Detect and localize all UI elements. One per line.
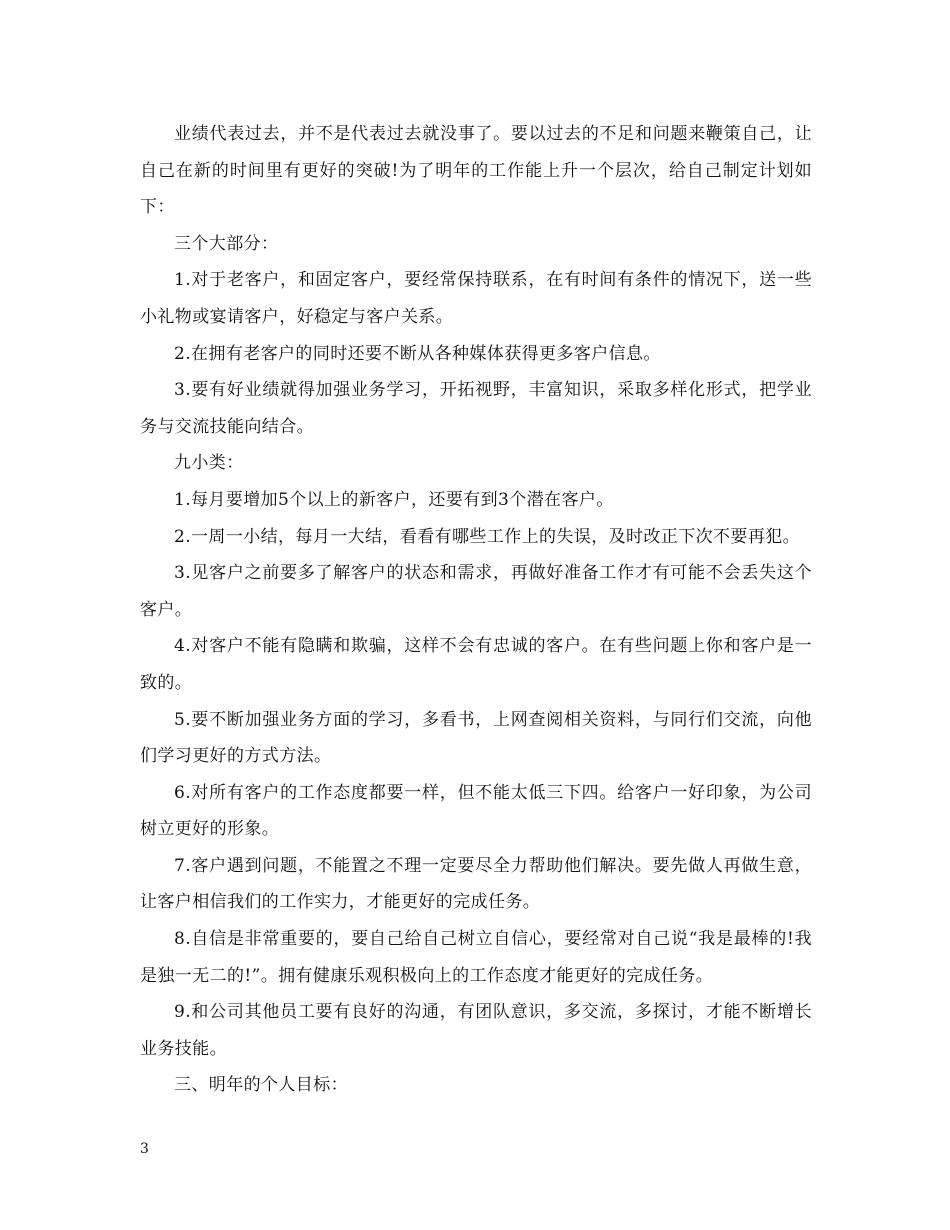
list-item: 4.对客户不能有隐瞒和欺骗，这样不会有忠诚的客户。在有些问题上你和客户是一致的。 <box>140 636 812 693</box>
list-item: 2.在拥有老客户的同时还要不断从各种媒体获得更多客户信息。 <box>174 343 661 364</box>
section-heading-nine-categories: 九小类： <box>174 453 244 474</box>
section-heading-personal-goals: 三、明年的个人目标： <box>174 1075 348 1096</box>
list-item: 1.每月要增加5个以上的新客户，还要有到3个潜在客户。 <box>174 489 614 510</box>
list-item: 2.一周一小结，每月一大结，看看有哪些工作上的失误，及时改正下次不要再犯。 <box>174 526 801 547</box>
list-item: 1.对于老客户，和固定客户，要经常保持联系，在有时间有条件的情况下，送一些小礼物或宴请客户，好稳定与客户关系。 <box>140 270 812 327</box>
section-heading-three-parts: 三个大部分： <box>174 233 279 254</box>
page-number: 3 <box>140 1141 149 1157</box>
list-item: 3.见客户之前要多了解客户的状态和需求，再做好准备工作才有可能不会丢失这个客户。 <box>140 563 812 620</box>
paragraph-intro: 业绩代表过去，并不是代表过去就没事了。要以过去的不足和问题来鞭策自己，让自己在新的时间里有更好的突破!为了明年的工作能上升一个层次，给自己制定计划如下： <box>140 124 812 218</box>
list-item: 9.和公司其他员工要有良好的沟通，有团队意识，多交流，多探讨，才能不断增长业务技能。 <box>140 1002 812 1059</box>
list-item: 3.要有好业绩就得加强业务学习，开拓视野，丰富知识，采取多样化形式，把学业务与交流技能向结合。 <box>140 380 812 437</box>
list-item: 6.对所有客户的工作态度都要一样，但不能太低三下四。给客户一好印象，为公司树立更好的形象。 <box>140 782 812 840</box>
document-body <box>140 116 812 1104</box>
list-item: 5.要不断加强业务方面的学习，多看书，上网查阅相关资料，与同行们交流，向他们学习更好的方式方法。 <box>140 709 812 767</box>
list-item: 8.自信是非常重要的，要自己给自己树立自信心，要经常对自己说“我是最棒的!我是独一无二的!”。拥有健康乐观积极向上的工作态度才能更好的完成任务。 <box>140 929 812 986</box>
list-item: 7.客户遇到问题，不能置之不理一定要尽全力帮助他们解决。要先做人再做生意，让客户相信我们的工作实力，才能更好的完成任务。 <box>140 855 812 913</box>
